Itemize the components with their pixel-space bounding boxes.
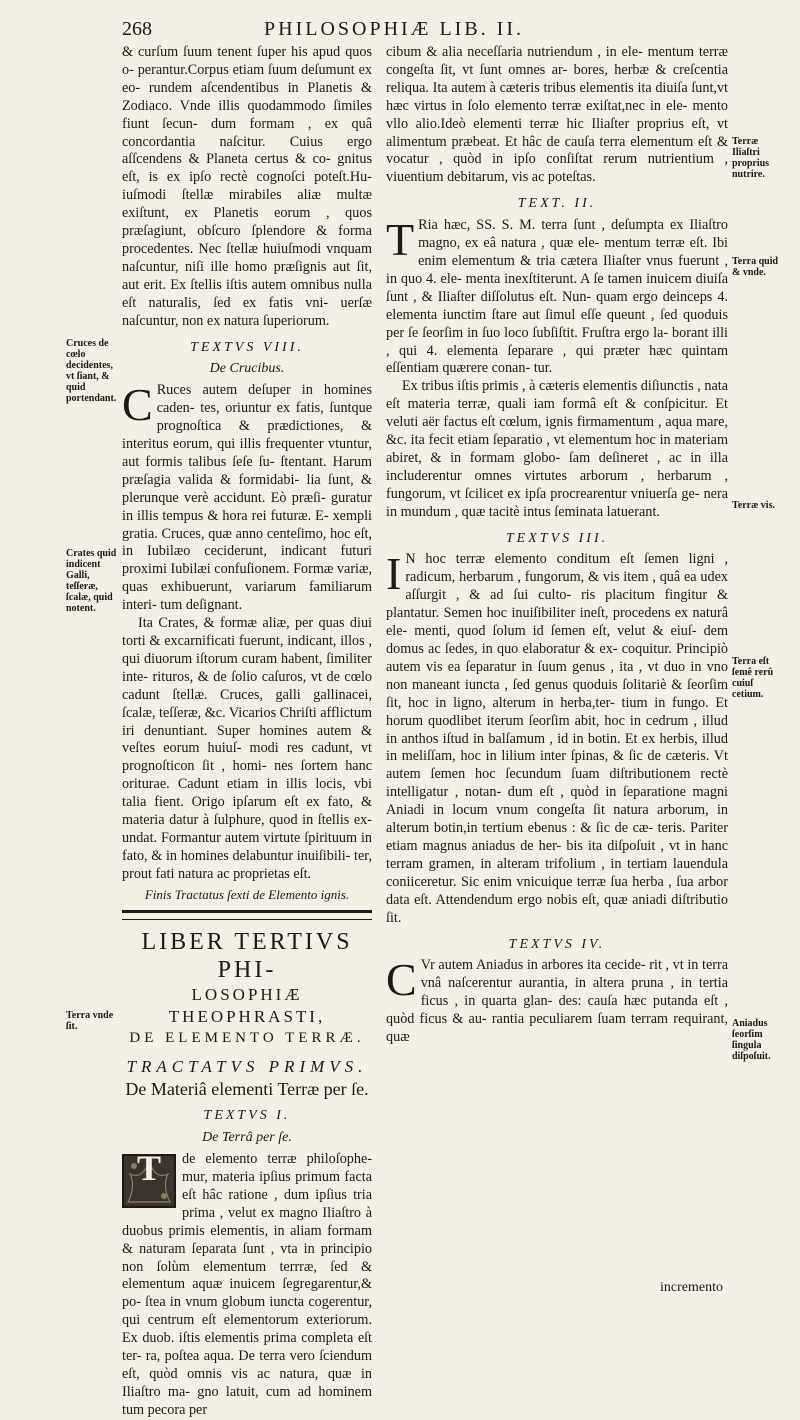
- section-heading: TEXTVS III.: [505, 530, 609, 546]
- margin-note-terrae-iliastri: Terræ Iliaſtri proprius nutrire.: [732, 136, 770, 180]
- margin-note-cruces: Cruces de cœlo decidentes, vt ſiant, & quid portendant.: [66, 338, 117, 404]
- paragraph: Ruces autem deſuper in homines caden- tes, oriuntur ex fatis, ſuntque prognoſtica & prædictiones, & interitus eorum, qui illis frequenter vtuntur, aut formis talibus ſeſe ſu- ſtentant. Harum præſagia valida & formidabi- lia ſunt, & plerunque verè accidunt. Eò præſi- guratur in illis tempus & hora rei futuræ. E- xempli gratia. Cruces, quæ anno centeſimo, hoc eſt, in Iubilæo ceciderunt, indicant futuri proximi Iubilæi confuſionem. Formæ variæ, quas exhibuerunt, variarum familiarum interi- tum deſignant.: [122, 382, 372, 614]
- book-subtitle: LOSOPHIÆ THEOPHRASTI,: [168, 984, 326, 1026]
- book-subtitle-element: DE ELEMENTO TERRÆ.: [129, 1029, 365, 1046]
- catchword: incremento: [660, 1280, 723, 1295]
- section-heading: TEXT. II.: [517, 196, 597, 212]
- section-divider: [122, 910, 372, 920]
- margin-note-terra-vnde: Terra vnde ſit.: [66, 1010, 114, 1032]
- margin-note-terra-quid: Terra quid & vnde.: [732, 256, 779, 278]
- section-end-note: Finis Tractatus ſexti de Elemento ignis.: [144, 886, 350, 902]
- paragraph: N hoc terræ elemento conditum eſt ſemen ligni , radicum, herbarum , fungorum, & vis item , quâ ea udex aſſurgit , & ad ſui culto- ris placitum fingitur & plantatur. Semen hoc inuiſibiliter ineſt, procedens ex naturâ ele- menti, quod ſolum id ſemen eſt, velut & eiuſ- dem domus ac ſedes, in quo elaboratur & ex- coquitur. Principiò autem vis ea ſeparatur in ſuum genus , ita , vt duo in vno non maneant iuncta , ſed genus quoduis ſolitariè & ſeorſim ſit, hoc in ligno, alterum in herba,ter- tium in fungo. Et horum quodlibet iterum ſeorſim abit, hoc in cedrum , illud in anthos iſtud in balſamum , id in botin. Et ex herbis, illud in meliſſam, hoc in lilium inter ſpinas, & ſic de cæteris. Vt autem ſemen hoc ſecundum ſuam diſtributionem rectè intelligatur , notan- dum eſt , quòd in ſeparatione magni Aniadi in locum vnum congeſta ſit natura arborum, in alterum botin,in tertium ebenus : & ſic de cæ- teris. Pariter etiam magnus aniadus de her- bis ita diſpoſuit , vt in hanc terram gramen, in alteram trifolium , in tertiam lauendula coniiceretur. Sic enim vnicuique terræ ſua herba , ſua arbor data eſt. Attendendum ergo nobis eſt, quæ aniadi diſtributio ſit.: [386, 551, 728, 926]
- drop-cap: C: [386, 954, 417, 1006]
- ornate-initial: [122, 1148, 176, 1208]
- section-subheading: De Terrâ per ſe.: [202, 1130, 292, 1146]
- right-column: [386, 44, 728, 1047]
- section-heading: TEXTVS I.: [203, 1108, 291, 1124]
- ornate-initial-letter: T: [136, 1148, 161, 1189]
- margin-note-crates: Crates quid indicent Galli, teſſeræ, ſcalæ, quid notent.: [66, 548, 117, 614]
- margin-note-terra-semen: Terra eſt ſemê rerû cuiuſ cetium.: [732, 656, 774, 700]
- paragraph: Ria hæc, SS. S. M. terra ſunt , deſumpta ex Iliaſtro magno, ex eâ natura , quæ ele- mentum terræ eſt. Ibi enim elementum & tria cætera Iliaſter vnus fuerunt , in quo 4. ele- menta inexſtiterunt. A ſe tamen inuicem diuiſa ſunt , & Iliaſter diſſolutus eſt. Nun- quam ergo deinceps 4. elementa iunctim ſtare aut ſimul eſſe queunt , ſed quoduis per ſe ſeorſim in ſuo loco ſubſiſtit. Fruſtra ergo la- borant illi , qui 4. elementa ſeparare , qui præter hæc quintam eſſentiam quærere conan- tur.: [386, 217, 728, 377]
- page-number: 268: [122, 18, 152, 40]
- section-heading: TEXTVS IV.: [508, 936, 606, 952]
- paragraph: cibum & alia neceſſaria nutriendum , in ele- mentum terræ congeſta ſit, vt ſunt omnes ar- bores, herbæ & creſcentia reliqua. Ita autem à cæteris tribus elementis ita diuiſa ſunt,vt hæc virtus in ſolo elemento terræ exiſtat,nec in ele- mento vllo alio.Ideò elementi terræ hic Iliaſter proprius eſt, vt alimentum præbeat. Et hâc de cauſa terra elementum eſt & vocatur , quòd in ipſo conſiſtat rerum nutrientium , viuentium debitarum, vis ac poteſtas.: [386, 44, 728, 186]
- paragraph: Vr autem Aniadus in arbores ita cecide- rit , vt in terra vnâ naſcerentur aurantia, in altera pruna , in tertia ficus , in quarta glan- des: cauſa hæc putanda eſt , quòd ficus & au- rantia peculiarem ſuam terram requirant, quæ: [386, 957, 728, 1046]
- section-subheading: De Crucibus.: [209, 361, 285, 377]
- running-title: PHILOSOPHIÆ LIB. II.: [264, 18, 524, 40]
- drop-cap: T: [386, 214, 415, 266]
- tractatus-heading: TRACTATVS PRIMVS.: [126, 1056, 368, 1076]
- paragraph: de elemento terræ philoſophe- mur, materia ipſius primum facta eſt hâc ratione , dum ipſius tria prima , velut ex magno Iliaſtro à duobus primis elementis, in aliam formam & naturam ſeparata ſunt , vta in principio non ſolùm elementum terrræ, ſed & elementum aquæ inuicem ſegregarentur,& po- ſtea in vnum globum iuncta cogerentur, qui centrum eſt elementorum exteriorum. Ex duob. iſtis elementis prima completa eſt ter- ra, poſtea aqua. De terra vero ſciendum eſt, quòd omnis vis ac natura, quæ in Iliaſtro ma- gno latuit, cum ad hominem tum pecora per: [122, 1151, 372, 1418]
- section-heading: TEXTVS VIII.: [190, 339, 304, 355]
- margin-note-terrae-vis: Terræ vis.: [732, 500, 775, 511]
- book-title: LIBER TERTIVS PHI-: [141, 928, 353, 983]
- drop-cap: I: [386, 548, 402, 600]
- paragraph: Ex tribus iſtis primis , à cæteris elementis diſiunctis , nata eſt materia terræ, quali iam formâ eſt & conſpicitur. Et veluti aër factus eſt cœlum, ignis firmamentum , aqua mare, &c. ita fecit etiam ſeparatio , vt elementum hoc in materiam abiret, & in formam globo- ſam deſineret , ac in illa includerentur omnes virtutes arborum , herbarum , fungorum, vt ſcilicet ex ipſa procrearentur vniuerſa ge- nera in mundum , quæ tacitè intus ſeminata latuerant.: [386, 378, 728, 520]
- materia-heading: De Materiâ elementi Terræ per ſe.: [125, 1079, 369, 1100]
- paragraph: & curſum ſuum tenent ſuper his apud quos o- perantur.Corpus etiam ſuum deſumunt ex eo- rundem aſcendentibus in Planetis & Zodiaco. Vnde illis quodammodo ſimiles fiunt ſecun- dum formam , ex quâ concordantia naſcitur. Cuius ergo aſſcendens & Planeta certus & co- gnitus eſt, is ex ipſo rectè cognoſci poteſt.Hu- iuſmodi ſtellæ mirabiles aliæ multæ exiſtunt, ex Planetis eorum , quos præſagiunt, obſcuro ſplendore & forma procedentes. Nec ſtellæ huiuſmodi vnquam naſcuntur, niſi ille homo præſignis aut ſit, aut erit. Ex ſtellis iſtis autem omnibus nulla eſt naturalis, ſed ex fatis vni- uerſæ naſcuntur, non ex natura ſuperiorum.: [122, 44, 372, 329]
- drop-cap: C: [122, 379, 153, 431]
- margin-note-aniadus: Aniadus ſeorſim ſingula diſpoſuit.: [732, 1018, 771, 1062]
- paragraph: Ita Crates, & formæ aliæ, per quas diui torti & excarnificati fuerunt, indicant, illos , qui diuorum iſtorum curam habent, ſimiliter inte- rituros, & de ſolio caſuros, vt de cœlo cadunt ſtellæ. Cruces, galli gallinacei, ſcalæ, teſſeræ, &c. Vicarios Chriſti afflictum iri denuntiant. Super homines autem & veſtes eorum huiuſ- modi res cadunt, vt prognoſticon ſit , homi- nes ſortem hanc oriturae. Cadunt etiam in illis locis, vbi talia fient. Origo ipſarum eſt ex fato, & materia datur à ſulphure, quod in ſtellis ex- undat. Formantur autem virtute ſpirituum in fato, & in homines delabuntur inuiſibili- ter, prout fati natura ac proprietas eſt.: [122, 615, 372, 882]
- left-column: [122, 44, 372, 1420]
